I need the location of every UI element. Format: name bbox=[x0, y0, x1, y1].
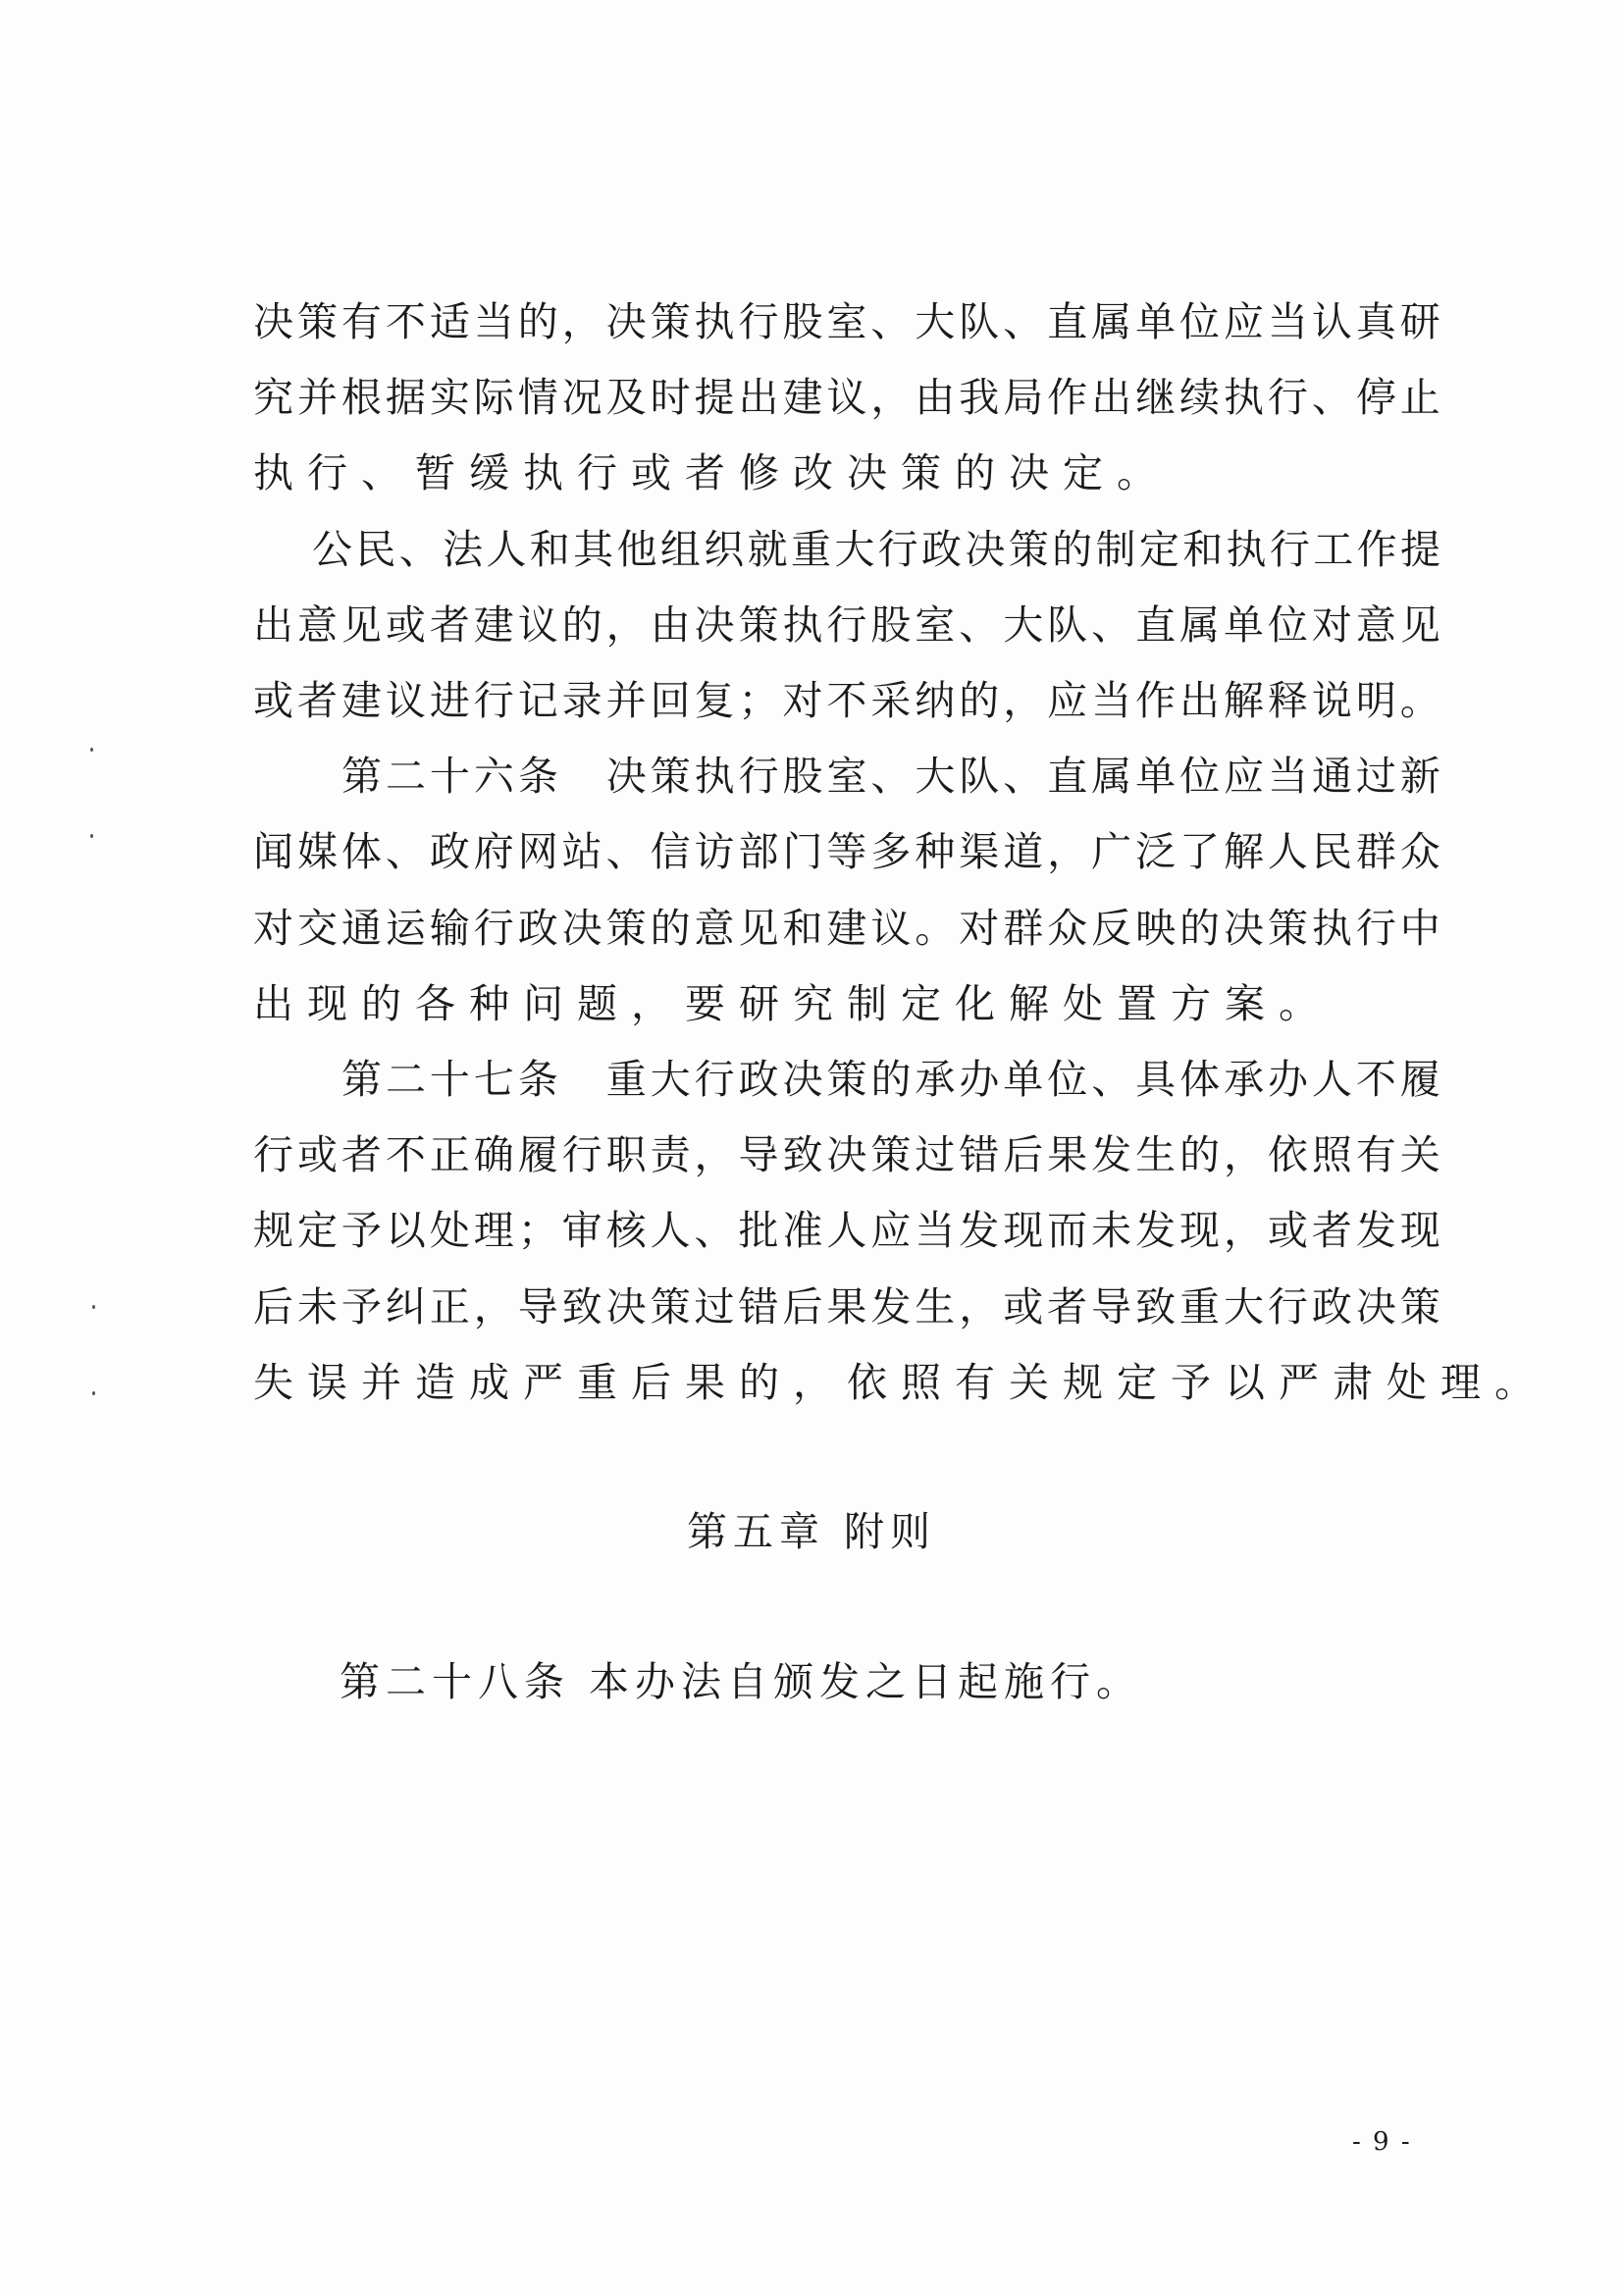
scan-speck bbox=[92, 1391, 95, 1395]
scan-speck bbox=[90, 834, 93, 838]
body-line: 对 交 通 运 输 行 政 决 策 的 意 见 和 建 议 。 对 群 众 反 映 的 决 策 执 行 中 bbox=[253, 905, 1440, 952]
page-number: - 9 - bbox=[1352, 2127, 1412, 2157]
body-line: 失误并造成严重后果的，依照有关规定予以严肃处理。 bbox=[253, 1359, 1548, 1406]
body-line: 或 者 建 议 进 行 记 录 并 回 复 ； 对 不 采 纳 的 ， 应 当 作 出 解 释 说 明 。 bbox=[253, 677, 1440, 724]
scan-speck bbox=[92, 1305, 95, 1309]
body-line: 决 策 有 不 适 当 的 ， 决 策 执 行 股 室 、 大 队 、 直 属 单 位 应 当 认 真 研 bbox=[253, 298, 1440, 345]
body-line: 后 未 予 纠 正 ， 导 致 决 策 过 错 后 果 发 生 ， 或 者 导 致 重 大 行 政 决 策 bbox=[253, 1283, 1440, 1331]
body-line: 第 二 十 六 条 决 策 执 行 股 室 、 大 队 、 直 属 单 位 应 当 通 过 新 bbox=[341, 753, 1440, 800]
chapter-heading: 第五章 附则 bbox=[686, 1508, 937, 1555]
body-line: 第 二 十 七 条 重 大 行 政 决 策 的 承 办 单 位 、 具 体 承 办 人 不 履 bbox=[341, 1056, 1440, 1103]
body-line: 闻 媒 体 、 政 府 网 站 、 信 访 部 门 等 多 种 渠 道 ， 广 泛 了 解 人 民 群 众 bbox=[253, 828, 1440, 875]
body-line: 执行、暂缓执行或者修改决策的决定。 bbox=[253, 449, 1171, 496]
body-line: 行 或 者 不 正 确 履 行 职 责 ， 导 致 决 策 过 错 后 果 发 生 的 ， 依 照 有 关 bbox=[253, 1131, 1440, 1178]
body-line: 公 民 、 法 人 和 其 他 组 织 就 重 大 行 政 决 策 的 制 定 和 执 行 工 作 提 bbox=[312, 526, 1440, 573]
body-line: 出现的各种问题，要研究制定化解处置方案。 bbox=[253, 980, 1333, 1027]
body-line: 究 并 根 据 实 际 情 况 及 时 提 出 建 议 ， 由 我 局 作 出 继 续 执 行 、 停 止 bbox=[253, 374, 1440, 421]
body-line: 出 意 见 或 者 建 议 的 ， 由 决 策 执 行 股 室 、 大 队 、 直 属 单 位 对 意 见 bbox=[253, 601, 1440, 649]
final-article: 第二十八条 本办法自颁发之日起施行。 bbox=[340, 1658, 1143, 1705]
body-line: 规 定 予 以 处 理 ； 审 核 人 、 批 准 人 应 当 发 现 而 未 发 现 ， 或 者 发 现 bbox=[253, 1207, 1440, 1254]
scan-speck bbox=[90, 748, 93, 752]
